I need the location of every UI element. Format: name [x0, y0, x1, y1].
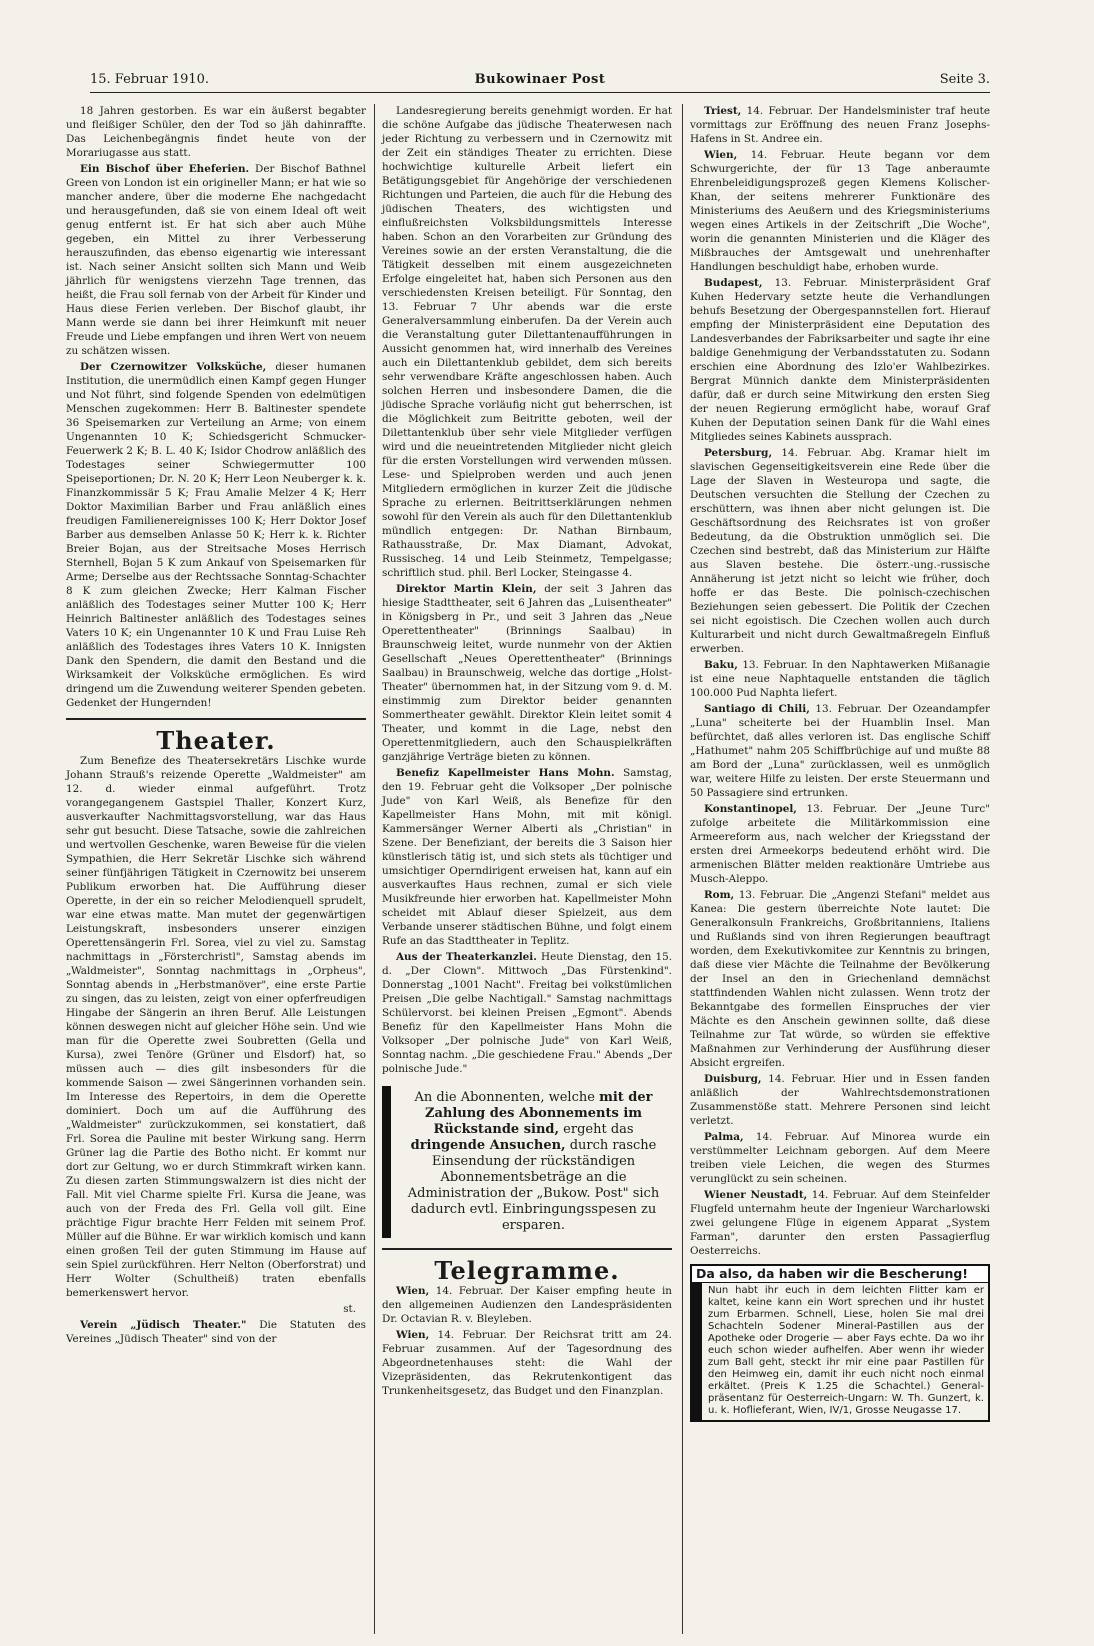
article-lead: Triest, [704, 105, 742, 117]
telegram-item: Budapest, 13. Februar. Ministerpräsident Graf Kuhen Hedervary setzte heute die Verhandlungen behufs Besetzung der Obergespannstellen fort. Hierauf empfing der Ministerpräsident eine Deputation des Landesverbandes der Fabriksarbeiter und sagte ihr eine baldige Genehmigung der Verbandsstatuten zu. Sodann erschien eine Abordnung des Izlo'er Wahlbezirkes. Bergrat Münnich dankte dem Ministerpräsidenten dafür, daß er durch seine Mitwirkung den ersten Sieg der neuen Regierung ermöglicht habe, worauf Graf Kuhen der Deputation seinen Dank für die Wahl eines Mitgliedes seines Kabinets aussprach. [690, 277, 990, 443]
column-divider [682, 104, 683, 1634]
section-rule [382, 1248, 672, 1250]
article-paragraph: Direktor Martin Klein, der seit 3 Jahren das hiesige Stadttheater, seit 6 Jahren das „Luisentheater" in Königsberg in Pr., und seit 3 Jahren das „Neue Operettentheater" (Brinnings Saalbau) in Braunschweig leitet, wurde nunmehr von der Aktien Gesellschaft „Neues Operettentheater" (Brinnings Saalbau) in Braunschweig, welche das dortige „Holst-Theater" übernommen hat, in der Sitzung vom 9. d. M. einstimmig zum Direktor beider genannten Sommertheater gewählt. Direktor Klein leitet somit 4 Theater, und kommt in die Lage, nebst den Operettenmitgliedern, auch den Schauspielkräften ganzjährige Verträge bieten zu können. [382, 583, 672, 763]
author-signature: st. [343, 1303, 356, 1315]
article-paragraph: Benefiz Kapellmeister Hans Mohn. Samstag, den 19. Februar geht die Volksoper „Der polnische Jude" von Karl Weiß, als Benefize für den Kapellmeister Hans Mohn, mit mit königl. Kammersänger Werner Alberti als „Christian" in Szene. Der Benefiziant, der bereits die 3 Saison hier künstlerisch tätig ist, und sich stets als tüchtiger und umsichtiger Operndirigent erweisen hat, kann auf ein ausverkauftes Haus rechnen, zumal er sich viele Musikfreunde hier erworben hat. Kapellmeister Mohn scheidet mit Ablauf dieser Spielzeit, aus dem Verbande unserer städtischen Bühne, und folgt einem Rufe an das Stadttheater in Teplitz. [382, 767, 672, 947]
article-paragraph: Zum Benefize des Theatersekretärs Lischke wurde Johann Strauß's reizende Operette „Waldmeister" am 12. d. wieder einmal aufgeführt. Trotz vorangegangenem Gastspiel Thaller, Konzert Kurz, ausverkaufter Nachmittagsvorstellung, war das Haus sehr gut besucht. Diese Tatsache, sowie die zahlreichen und wertvollen Geschenke, waren Beweise für die vielen Sympathien, die Herr Sekretär Lischke sich während seiner fünfjährigen Tätigkeit in Czernowitz bei unserem Publikum erworben hat. Die Aufführung dieser Operette, in der ein so reicher Melodienquell sprudelt, war eine etwas matte. Man mutet der gegenwärtigen Leistungskraft, insbesonders unserer einzigen Operettensängerin Frl. Sorea, viel zu viel zu. Samstag nachmittags in „Försterchristl", Samstag abends im „Waldmeister", Sonntag nachmittags in „Orpheus", Sonntag abends in „Herbstmanöver", eine erste Partie zu singen, das zu leisten, zeigt von einer opferfreudigen Hingabe der Sängerin an ihren Beruf. Alle Leistungen können deswegen nicht auf gleicher Höhe sein. Und wie man für die Operette zwei Soubretten (Gella und Kursa), zwei Tenöre (Grüner und Elsdorf) hat, so müssen auch — dies gilt insbesonders für die kommende Saison — zwei Sängerinnen vorhanden sein. Im Interesse des Repertoirs, in dem die Operette dominiert. Doch um auf die Aufführung des „Waldmeister" zurückzukommen, sei konstatiert, daß Frl. Sorea die Pauline mit bester Wirkung sang. Herrn Grüner lag die Partie des Botho nicht. Er kommt nur dort zur Geltung, wo er durch Stimmkraft wirken kann. Zu diesen zarten Stimmungswalzern ist dies nicht der Fall. Mit viel Charme spielte Frl. Kursa die Jeane, was auch von der Freda des Frl. Gella voll gilt. Eine prächtige Figur brachte Herr Felden mit seinem Prof. Müller auf die Bühne. Er war wirklich komisch und kann einen großen Teil der guten Stimmung im Hause auf sein Spiel zurückführen. Herr Nelton (Oberforstrat) und Herr Wolter (Schultheiß) traten ebenfalls bemerkenswert hervor. [66, 755, 366, 1299]
telegram-item: Triest, 14. Februar. Der Handelsminister traf heute vormittags zur Eröffnung des neuen Franz Josephs-Hafens in St. Andree ein. [690, 105, 990, 145]
page-number: Seite 3. [939, 72, 990, 87]
article-lead: Rom, [704, 889, 735, 901]
article-lead: Konstantinopel, [704, 803, 797, 815]
telegram-item: Petersburg, 14. Februar. Abg. Kramar hielt im slavischen Gegenseitigkeitsverein eine Rede über die Lage der Slaven in Westeuropa und sagte, die Deutschen versuchten die Stellung der Czechen zu erschüttern, was ihnen aber nicht gelungen ist. Die Geschäftsordnung des Reichsrates ist von großer Bedeutung, da die Obstruktion unmöglich sei. Die Czechen sind bestrebt, daß das Ministerium zur Hälfte aus Slaven bestehe. Die österr.-ung.-russische Annäherung ist jetzt nicht so leicht wie früher, doch hoffe er das Beste. Die polnisch-czechischen Beziehungen seien gebessert. Die Politik der Czechen sei nicht egoistisch. Die Czechen wollen auch durch Kulturarbeit und nicht durch Gewaltmaßregeln Einfluß erwerben. [690, 447, 990, 655]
article-lead: Palma, [704, 1131, 744, 1143]
article-lead: Wien, [704, 149, 738, 161]
article-lead: Duisburg, [704, 1073, 762, 1085]
article-lead: Verein „Jüdisch Theater." [80, 1319, 247, 1331]
article-paragraph: Verein „Jüdisch Theater." Die Statuten des Vereines „Jüdisch Theater" sind von der [66, 1319, 367, 1345]
article-lead: Budapest, [704, 277, 763, 289]
article-lead: Direktor Martin Klein, [396, 583, 537, 595]
pastillen-advertisement [690, 1264, 990, 1422]
article-lead: Wien, [396, 1285, 430, 1297]
article-paragraph: Landesregierung bereits genehmigt worden. Er hat die schöne Aufgabe das jüdische Theaterwesen nach jeder Richtung zu verbessern und in Czernowitz mit der Zeit ein ständiges Theater zu errichten. Diese hochwichtige kulturelle Arbeit liefert ein Betätigungsgebiet für Angehörige der verschiedenen Richtungen und Parteien, die auch für die Hebung des jüdischen Theaters, des wichtigsten und einflußreichsten Volksbildungsmittels Interesse haben. Schon an den Vorarbeiten zur Gründung des Vereines sowie an der ersten Veranstaltung, die die Tätigkeit desselben mit einem ausgezeichneten Erfolge eingeleitet hat, haben sich Personen aus den verschiedensten Kreisen beteiligt. Für Sonntag, den 13. Februar 7 Uhr abends war die erste Generalversammlung einberufen. Da der Verein auch die Veranstaltung guter Dilettantenaufführungen in Aussicht genommen hat, wird innerhalb des Vereines auch ein Dilettantenklub gebildet, dem sich bereits sehr verwendbare Kräfte angeschlossen haben. Auch solchen Herren und insbesondere Damen, die die jüdische Sprache vorläufig nicht gut beherrschen, ist die Möglichkeit zum Beitritte geboten, weil der Dilettantenklub über sehr viele Mitglieder verfügen wird und die neueintretenden Mitglieder nicht gleich für die ersten Vorstellungen wird verwenden müssen. Lese- und Spielproben werden und auch jenen Mitgliedern ermöglichen in kurzer Zeit die jüdische Sprache zu erlernen. Beitrittserklärungen nehmen sowohl für den Verein als auch für den Dilettantenklub mündlich entgegen: Dr. Nathan Birnbaum, Rathausstraße, Dr. Max Diamant, Advokat, Russischeg. 14 und Leib Steinmetz, Tempelgasse; schriftlich stud. phil. Berl Locker, Steingasse 4. [382, 105, 672, 579]
article-lead: Wien, [396, 1329, 430, 1341]
article-lead: Santiago di Chili, [704, 703, 810, 715]
telegram-item: Konstantinopel, 13. Februar. Der „Jeune Turc" zufolge arbeitete die Militärkommission eine Armeereform aus, nach welcher der Kriegsstand der ersten drei Armeekorps bedeutend erhöht wird. Die armenischen Blätter melden reaktionäre Umtriebe aus Musch-Aleppo. [690, 803, 990, 885]
article-paragraph: Ein Bischof über Eheferien. Der Bischof Bathnel Green von London ist ein origineller Mann; er hat wie so mancher andere, über die moderne Ehe nachgedacht und herausgefunden, daß sie von einem Ideal oft weit genug entfernt ist. Er hat sich aber auch Mühe gegeben, ein Mittel zu ihrer Verbesserung herauszufinden, das ebenso eigenartig wie interessant ist. Nach seiner Ansicht sollten sich Mann und Weib jährlich für wenigstens vierzehn Tage trennen, das heißt, die Frau soll fernab von der Arbeit für Kinder und Haus diese Ferien verleben. Der Bischof glaubt, ihr Mann werde sie dann bei ihrer Heimkunft mit neuer Freude und Liebe empfangen und ihren Wert von neuem zu schätzen wissen. [66, 163, 366, 357]
article-lead: Der Czernowitzer Volksküche, [80, 361, 267, 373]
telegram-item: Duisburg, 14. Februar. Hier und in Essen fanden anläßlich der Wahlrechtsdemonstrationen Zusammenstöße statt. Mehrere Personen sind leicht verletzt. [690, 1073, 990, 1127]
telegram-item: Wien, 14. Februar. Der Reichsrat tritt am 24. Februar zusammen. Auf der Tagesordnung des Abgeordnetenhauses steht: die Wahl der Vizepräsidenten, das Rekrutenkontigent das Trunkenheitsgesetz, das Budget und den Finanzplan. [382, 1329, 672, 1397]
article-lead: Aus der Theaterkanzlei. [396, 951, 537, 963]
telegram-item: Palma, 14. Februar. Auf Minorea wurde ein verstümmelter Leichnam geborgen. Auf dem Meere treiben viele Leichen, die wegen des Sturmes verunglückt zu sein scheinen. [690, 1131, 990, 1185]
article-paragraph: Der Czernowitzer Volksküche, dieser humanen Institution, die unermüdlich einen Kampf gegen Hunger und Not führt, sind folgende Spenden von edelmütigen Menschen zugekommen: Herr B. Baltinester spendete 36 Speisemarken zur Verteilung an Arme; von einem Ungenannten 10 K; Schiedsgericht Schmucker-Feuerwerk 2 K; B. L. 40 K; Isidor Chodrow anläßlich des Todestages seiner Schwiegermutter 100 Speiseportionen; Dr. N. 20 K; Herr Leon Neuberger k. k. Finanzkommissär 5 K; Frau Amalie Melzer 4 K; Herr Doktor Maximilian Barber und Frau anläßlich eines freudigen Familienereignisses 100 K; Herr Doktor Josef Barber aus demselben Anlasse 50 K; Herr k. k. Richter Breier Bojan, aus der Streitsache Moses Herrisch Sternhell, Bojan 5 K zum Ankauf von Speisemarken für Arme; Derselbe aus der Rechtssache Sonntag-Schachter 8 K zum gleichen Zwecke; Herr Kalman Fischer anläßlich des Todestages seiner Mutter 100 K; Herr Heinrich Baltinester anläßlich des Todestages seines Vaters 10 K; ein Ungenannter 10 K und Frau Luise Reh anläßlich des Todestages ihres Vaters 10 K. Innigsten Dank den Spendern, die damit den Bestand und die Wirksamkeit der Volksküche ermöglichen. Es wird dringend um die Zuwendung weiterer Spenden gebeten. Gedenket der Hungernden! [66, 361, 366, 709]
telegram-item: Santiago di Chili, 13. Februar. Der Ozeandampfer „Luna" scheiterte bei der Huamblin Insel. Man befürchtet, daß alles verloren ist. Das englische Schiff „Hathumet" nahm 205 Schiffbrüchige auf und mußte 88 am Bord der „Luna" zurücklassen, weil es unmöglich war, weitere Hilfe zu leisten. Der erste Steuermann und 50 Passagiere sind ertrunken. [690, 703, 990, 799]
section-rule [66, 718, 366, 720]
issue-date: 15. Februar 1910. [90, 72, 210, 87]
article-lead: Benefiz Kapellmeister Hans Mohn. [396, 767, 615, 779]
telegram-item: Baku, 13. Februar. In den Naphtawerken Mißanagie ist eine neue Naphtaquelle entstanden die täglich 100.000 Pud Naphta liefert. [690, 659, 990, 699]
article-lead: Ein Bischof über Eheferien. [80, 163, 250, 175]
article-lead: Wiener Neustadt, [704, 1189, 808, 1201]
ad-headline: Da also, da haben wir die Bescherung! [692, 1266, 988, 1283]
page-header [90, 70, 990, 93]
article-paragraph: Aus der Theaterkanzlei. Heute Dienstag, den 15. d. „Der Clown". Mittwoch „Das Fürstenkind". Donnerstag „1001 Nacht". Freitag bei volkstümlichen Preisen „Die gelbe Nachtigall." Samstag nachmittags Schülervorst. bei kleinen Preisen „Egmont". Abends Benefiz für den Kapellmeister Hans Mohn die Volksoper „Der polnische Jude" von Karl Weiß, Sonntag nachm. „Die geschiedene Frau." Abends „Der polnische Jude." [382, 951, 673, 1075]
article-lead: Baku, [704, 659, 738, 671]
subscriber-notice: An die Abonnenten, welche mit der Zahlung des Abonnements im Rückstande sind, ergeht das dringende Ansuchen, durch rasche Einsendung der rückständigen Abonnementsbeträge an die Administration der „Bukow. Post" sich dadurch evtl. Einbringungsspesen zu ersparen. [382, 1086, 672, 1238]
ad-body: Nun habt ihr euch in dem leichten Flitter kam er kaltet, keine kann ein Wort sprechen und ihr hustet zum Erbarmen. Schnell, Liese, holen Sie mal drei Schachteln Sodener Mineral-Pastillen aus der Apotheke oder Drogerie — aber Fays echte. Da wo ihr euch schon wieder aufhelfen. Aber wenn ihr wieder zum Ball geht, steckt ihr mir eine paar Pastillen für den Heimweg ein, damit ihr euch nicht noch einmal erkältet. (Preis K 1.25 die Schachtel.) General-präsentanz für Oesterreich-Ungarn: W. Th. Gunzert, k. u. k. Hoflieferant, Wien, IV/1, Grosse Neugasse 17. [692, 1283, 988, 1420]
telegram-item: Wien, 14. Februar. Der Kaiser empfing heute in den allgemeinen Audienzen den Landespräsidenten Dr. Octavian R. v. Bleyleben. [382, 1285, 672, 1325]
column-right [690, 104, 990, 1422]
newspaper-title: Bukowinaer Post [474, 72, 606, 87]
telegram-item: Rom, 13. Februar. Die „Angenzi Stefani" meldet aus Kanea: Die gestern überreichte Note lautet: Die Generalkonsuln Frankreichs, Großbritanniens, Italiens und Rußlands sind von ihren Regierungen beauftragt worden, dem Exekutivkomitee zur Kenntnis zu bringen, daß diese vier Mächte die Teilnahme der Bevölkerung der Insel an den in Griechenland demnächst stattfindenden Wahlen nicht zulassen. Wenn trotz der Bekanntgabe des formellen Einspruches der vier Mächte es den Anschein gewinnen sollte, daß diese Teilnahme zur Tat würde, so würden sie effektive Maßnahmen zur Verhinderung der Ausführung dieser Absicht ergreifen. [690, 889, 990, 1069]
column-middle [382, 104, 672, 1400]
article-paragraph: 18 Jahren gestorben. Es war ein äußerst begabter und fleißiger Schüler, den der Tod so jäh dahinraffte. Das Leichenbegängnis findet heute von der Morariugasse aus statt. [66, 105, 366, 159]
telegram-item: Wiener Neustadt, 14. Februar. Auf dem Steinfelder Flugfeld unternahm heute der Ingenieur Warcharlowski zwei gelungene Flüge in eigenem Apparat „System Farman", darunter den ersten Passagierflug Oesterreichs. [690, 1189, 991, 1257]
telegram-item: Wien, 14. Februar. Heute begann vor dem Schwurgerichte, der für 13 Tage anberaumte Ehrenbeleidigungsprozeß gegen Klemens Kolischer-Khan, der seitens mehrerer Funktionäre des Ministeriums des Aeußern und des Kriegsministeriums wegen eines Artikels in der Zeitschrift „Die Woche", worin die genannten Ministerien und die Kläger des Mißbrauches der Amtsgewalt und unehrenhafter Handlungen beschuldigt habe, erhoben wurde. [690, 149, 990, 273]
column-left [66, 104, 366, 1348]
column-divider [374, 104, 375, 1634]
section-title-telegrams: Telegramme. [434, 1256, 620, 1285]
section-title-theater: Theater. [156, 726, 276, 755]
article-lead: Petersburg, [704, 447, 773, 459]
